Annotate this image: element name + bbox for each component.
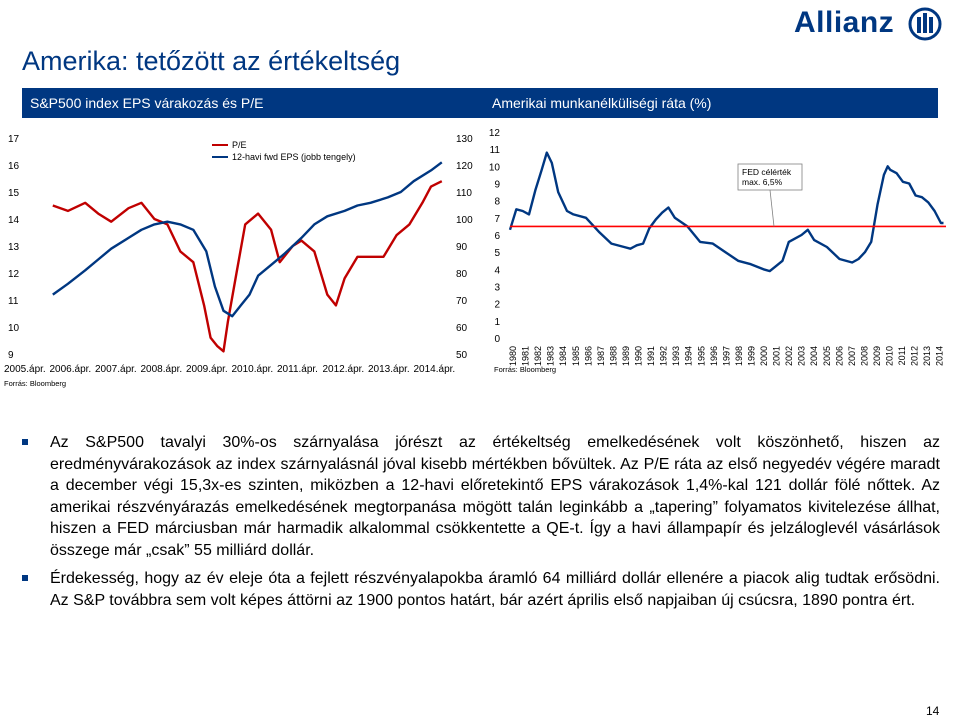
y-left-tick-label: 12 [8,269,20,280]
y-right-tick-label: 50 [456,350,468,361]
x-tick-label: 2014.ápr. [413,364,456,375]
y-left-tick-label: 13 [8,242,20,253]
source-label: Forrás: Bloomberg [494,365,557,374]
page-number: 14 [926,704,940,718]
bullet-text: Az S&P500 tavalyi 30%-os szárnyalása jórészt az értékeltség emelkedésének volt köszönhető, hiszen az eredményvárakozások az index szárnyalásnál jóval kisebb mértékben bővültek. Az P/E ráta az első negyedév végére maradt a december végi 15,3x-es szinten, miközben a 12-havi előretekintő EPS várakozások 1,4%-kal 121 dollár fölé nőttek. Az amerikai részvényárazás emelkedésének megtorpanása mögött talán leginkább a „tapering” folyamatos kivitelezése állhat, hiszen a FED márciusban már harmadik alkalommal csökkentette a QE-t. Így a havi állampapír és jelzáloglevél vásárlások összege már „csak” 55 milliárd dollár. [50,434,940,559]
bullet-text: Érdekesség, hogy az év eleje óta a fejlett részvényalapokba áramló 64 milliárd dollár ellenére a piacok alig tudtak erősödni. Az S&P továbbra sem volt képes áttörni az 1900 pontos határt, bár azért április első napjaiban új csúcsra, 1890 pontra ért. [50,570,940,609]
x-tick-label: 2011.ápr. [277,364,318,375]
annotation-pointer [770,190,774,226]
x-tick-label: 1994 [683,346,694,367]
x-tick-label: 1996 [708,346,719,367]
y-right-tick-label: 100 [456,215,473,226]
y-left-tick-label: 11 [8,296,19,307]
y-tick-label: 9 [494,179,500,191]
y-tick-label: 4 [494,265,500,277]
x-tick-label: 1991 [646,346,657,367]
bullet-point [22,432,940,561]
y-tick-label: 8 [494,196,500,208]
y-right-tick-label: 80 [456,269,468,280]
y-right-tick-label: 70 [456,296,468,307]
y-right-tick-label: 110 [456,188,472,199]
x-tick-label: 1993 [671,346,682,367]
y-tick-label: 10 [488,162,500,174]
x-tick-label: 1989 [620,346,631,367]
y-tick-label: 0 [494,334,500,345]
unemployment-line [510,153,944,272]
x-tick-label: 1986 [583,346,594,367]
y-right-tick-label: 130 [456,134,473,145]
pe-eps-chart [0,120,480,420]
x-tick-label: 2006 [834,346,845,367]
x-tick-label: 1980 [508,346,518,367]
y-tick-label: 1 [494,316,500,328]
x-tick-label: 1985 [570,346,581,367]
bullet-point [22,568,940,611]
x-tick-label: 2007.ápr. [95,364,137,375]
legend-label: P/E [232,140,247,150]
y-tick-label: 11 [489,145,500,157]
x-tick-label: 1998 [733,346,744,367]
x-tick-label: 1984 [558,346,569,367]
x-tick-label: 1981 [520,346,531,367]
x-tick-label: 1987 [595,346,606,367]
x-tick-label: 2010.ápr. [231,364,274,375]
x-tick-label: 2011 [897,346,908,366]
x-tick-label: 2009.ápr. [186,364,228,375]
bullet-square-icon [22,575,28,581]
x-tick-label: 1999 [746,346,757,367]
x-tick-label: 2005 [821,346,832,367]
source-label: Forrás: Bloomberg [4,379,67,388]
x-tick-label: 1983 [545,346,556,367]
x-tick-label: 2008 [859,346,870,367]
y-left-tick-label: 9 [8,350,14,361]
y-tick-label: 12 [488,128,500,139]
right-chart-header: Amerikai munkanélküliségi ráta (%) [484,88,938,118]
y-left-tick-label: 17 [8,134,20,145]
x-tick-label: 2012 [909,346,920,367]
left-chart-header: S&P500 index EPS várakozás és P/E [22,88,484,118]
x-tick-label: 2013 [922,346,933,367]
y-left-tick-label: 16 [8,161,20,172]
x-tick-label: 2003 [796,346,807,367]
y-left-tick-label: 14 [8,215,20,226]
y-tick-label: 5 [494,248,500,260]
brand-name: Allianz [794,6,895,39]
x-tick-label: 1990 [633,346,644,367]
unemployment-chart [480,120,960,420]
x-tick-label: 1982 [533,346,544,367]
page-title: Amerika: tetőzött az értékeltség [22,46,401,76]
y-right-tick-label: 90 [456,242,468,253]
commentary [22,432,940,618]
x-tick-label: 1997 [721,346,732,367]
x-tick-label: 2013.ápr. [368,364,410,375]
x-tick-label: 1992 [658,346,669,367]
annotation-text: max. 6,5% [742,177,783,187]
y-tick-label: 7 [494,213,500,225]
x-tick-label: 2006.ápr. [49,364,92,375]
x-tick-label: 1988 [608,346,619,367]
x-tick-label: 2000 [759,346,769,367]
series-line-eps [53,162,442,316]
y-tick-label: 3 [494,282,500,294]
allianz-eagle-icon [908,7,942,41]
y-right-tick-label: 120 [456,161,473,172]
x-tick-label: 2004 [809,346,820,367]
x-tick-label: 2005.ápr. [4,364,46,375]
legend-label: 12-havi fwd EPS (jobb tengely) [232,152,356,162]
y-tick-label: 2 [494,299,500,311]
x-tick-label: 2012.ápr. [322,364,365,375]
x-tick-label: 2008.ápr. [140,364,183,375]
x-tick-label: 2001 [771,346,782,367]
x-tick-label: 2010 [884,346,895,367]
x-tick-label: 2009 [871,346,882,367]
x-tick-label: 2007 [846,346,857,367]
series-line-pe [53,181,442,351]
x-tick-label: 2002 [784,346,795,367]
allianz-logo [794,4,946,46]
y-left-tick-label: 15 [8,188,20,199]
x-tick-label: 1995 [696,346,707,367]
y-right-tick-label: 60 [456,323,468,334]
y-tick-label: 6 [494,231,500,242]
x-tick-label: 2014 [934,346,945,367]
bullet-square-icon [22,439,28,445]
annotation-text: FED célérték [742,167,792,177]
y-left-tick-label: 10 [8,323,20,334]
